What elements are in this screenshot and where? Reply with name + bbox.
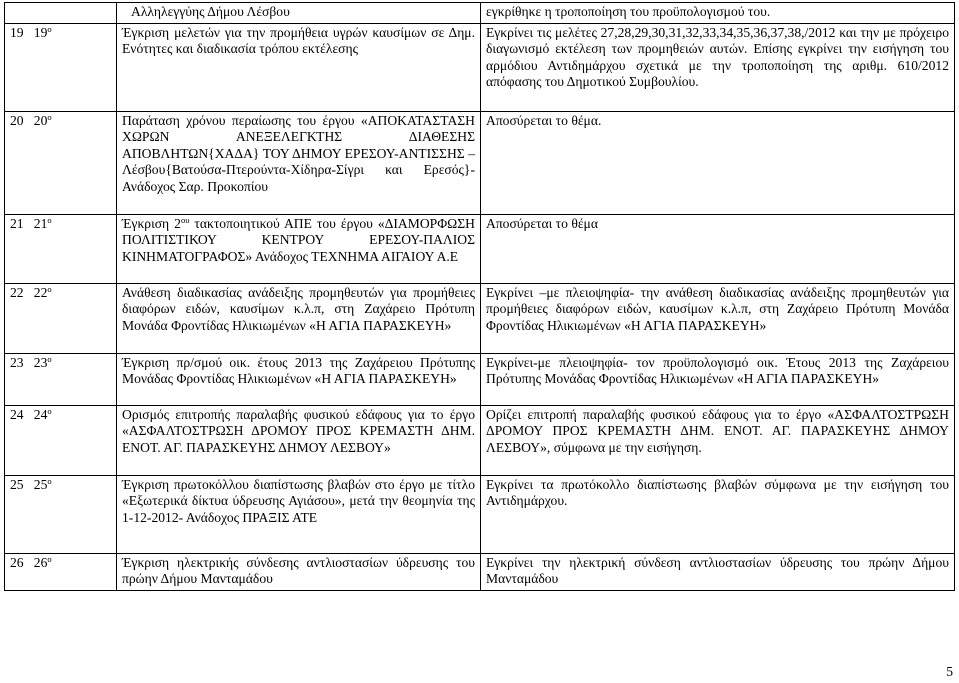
ordinal-suffix: ο <box>47 111 52 122</box>
ordinal-suffix: ο <box>47 353 52 364</box>
table-row <box>5 214 955 283</box>
item-subject-cell: Έγκριση πρ/σμού οικ. έτους 2013 της Ζαχάρειου Πρότυπης Μονάδας Φροντίδας Ηλικιωμένων «Η ΑΓΙΑ ΠΑΡΑΣΚΕΥΗ» <box>117 353 481 405</box>
ordinal-suffix: ο <box>47 214 52 225</box>
table-row-continuation <box>5 3 955 24</box>
table-row <box>5 353 955 405</box>
item-subject-cell: Ορισμός επιτροπής παραλαβής φυσικού εδάφους για το έργο «ΑΣΦΑΛΤΟΣΤΡΩΣΗ ΔΡΟΜΟΥ ΠΡΟΣ ΚΡΕΜΑΣΤΗ ΔΗΜ. ΕΝΟΤ. ΑΓ. ΠΑΡΑΣΚΕΥΗΣ ΔΗΜΟΥ ΛΕΣΒΟΥ» <box>117 405 481 475</box>
item-number-cell <box>5 23 117 111</box>
item-number-cell <box>5 3 117 24</box>
item-subject-rest: τακτοποιητικού ΑΠΕ του έργου «ΔΙΑΜΟΡΦΩΣΗ ΠΟΛΙΤΙΣΤΙΚΟΥ ΚΕΝΤΡΟΥ ΕΡΕΣΟΥ-ΠΑΛΙΟΣ ΚΙΝΗΜΑΤΟΓΡΑΦΟΣ» Ανάδοχος ΤΕΧΝΗΜΑ ΑΙΓΑΙΟΥ Α.Ε <box>122 215 475 264</box>
item-subject-cell: Αλληλεγγύης Δήμου Λέσβου <box>117 3 481 24</box>
item-decision-cell: εγκρίθηκε η τροποποίηση του προϋπολογισμού του. <box>481 3 955 24</box>
item-number-cell <box>5 553 117 590</box>
ordinal-suffix: ου <box>180 214 190 225</box>
item-decision-cell: Εγκρίνει –με πλειοψηφία- την ανάθεση διαδικασίας ανάδειξης προμηθευτών για προμήθειες διαφόρων ειδών, καυσίμων κ.λ.π, στη Ζαχάρειο Πρότυπη Μονάδα Φροντίδας Ηλικιωμένων «Η ΑΓΙΑ ΠΑΡΑΣΚΕΥΗ» <box>481 283 955 353</box>
item-number: 22 <box>10 284 24 300</box>
item-number-cell <box>5 475 117 553</box>
table-row <box>5 283 955 353</box>
table-row <box>5 553 955 590</box>
item-subject-cell: Ανάθεση διαδικασίας ανάδειξης προμηθευτών για προμήθειες διαφόρων ειδών, καυσίμων κ.λ.π, στη Ζαχάρειο Πρότυπη Μονάδα Φροντίδας Ηλικιωμένων «Η ΑΓΙΑ ΠΑΡΑΣΚΕΥΗ» <box>117 283 481 353</box>
item-decision-cell: Αποσύρεται το θέμα. <box>481 111 955 214</box>
table-row <box>5 111 955 214</box>
item-decision-cell: Ορίζει επιτροπή παραλαβής φυσικού εδάφους για το έργο «ΑΣΦΑΛΤΟΣΤΡΩΣΗ ΔΡΟΜΟΥ ΠΡΟΣ ΚΡΕΜΑΣΤΗ ΔΗΜ. ΕΝΟΤ. ΑΓ. ΠΑΡΑΣΚΕΥΗΣ ΔΗΜΟΥ ΛΕΣΒΟΥ», σύμφωνα με την εισήγηση. <box>481 405 955 475</box>
ordinal-suffix: ο <box>47 23 52 34</box>
ordinal-suffix: ο <box>47 475 52 486</box>
item-decision-cell: Εγκρίνει-με πλειοψηφία- τον προϋπολογισμό οικ. Έτους 2013 της Ζαχάρειου Πρότυπης Μονάδας Φροντίδας Ηλικιωμένων «Η ΑΓΙΑ ΠΑΡΑΣΚΕΥΗ» <box>481 353 955 405</box>
item-number-cell <box>5 283 117 353</box>
item-number: 19 <box>10 24 24 40</box>
item-subject-cell: Έγκριση πρωτοκόλλου διαπίστωσης βλαβών στο έργο με τίτλο «Εξωτερικά δίκτυα ύδρευσης Αγιάσου», μετά την θεομηνία της 1-12-2012- Ανάδοχος ΠΡΑΞΙΣ ΑΤΕ <box>117 475 481 553</box>
item-decision-cell: Εγκρίνει την ηλεκτρική σύνδεση αντλιοστασίων ύδρευσης του πρώην Δήμου Μανταμάδου <box>481 553 955 590</box>
item-number-cell <box>5 405 117 475</box>
item-ordinal: 24 <box>33 406 48 422</box>
item-number-cell <box>5 214 117 283</box>
item-subject-cell: Έγκριση ηλεκτρικής σύνδεσης αντλιοστασίων ύδρευσης του πρώην Δήμου Μανταμάδου <box>117 553 481 590</box>
table-row <box>5 405 955 475</box>
item-subject-cell: Έγκριση μελετών για την προμήθεια υγρών καυσίμων σε Δημ. Ενότητες και διαδικασία τρόπου εκτέλεσης <box>117 23 481 111</box>
item-decision-cell: Αποσύρεται το θέμα <box>481 214 955 283</box>
item-ordinal: 19 <box>33 24 48 40</box>
table-row <box>5 475 955 553</box>
item-number-cell <box>5 353 117 405</box>
ordinal-suffix: ο <box>47 553 52 564</box>
item-subject-start: Έγκριση 2 <box>122 215 181 231</box>
item-ordinal: 25 <box>33 476 48 492</box>
item-ordinal: 20 <box>33 112 48 128</box>
item-decision-cell: Εγκρίνει τις μελέτες 27,28,29,30,31,32,33,34,35,36,37,38,/2012 και την με πρόχειρο διαγωνισμό εκτέλεση των προμηθειών αυτών. Επίσης εγκρίνει την εισήγηση του αρμόδιου Αντιδημάρχου σχετικά με την τροποποίηση της αριθμ. 610/2012 απόφασης του Δημοτικού Συμβουλίου. <box>481 23 955 111</box>
item-number: 20 <box>10 112 24 128</box>
item-decision-cell: Εγκρίνει τα πρωτόκολλο διαπίστωσης βλαβών σύμφωνα με την εισήγηση του Αντιδημάρχου. <box>481 475 955 553</box>
item-ordinal: 23 <box>33 354 48 370</box>
item-ordinal: 22 <box>33 284 48 300</box>
item-ordinal: 26 <box>33 554 48 570</box>
item-number: 21 <box>10 215 24 231</box>
item-number: 23 <box>10 354 24 370</box>
item-number: 24 <box>10 406 24 422</box>
ordinal-suffix: ο <box>47 283 52 294</box>
table-row <box>5 23 955 111</box>
page-number: 5 <box>946 664 953 679</box>
item-number: 25 <box>10 476 24 492</box>
item-number: 26 <box>10 554 24 570</box>
ordinal-suffix: ο <box>47 405 52 416</box>
item-subject-cell: Παράταση χρόνου περαίωσης του έργου «ΑΠΟΚΑΤΑΣΤΑΣΗ ΧΩΡΩΝ ΑΝΕΞΕΛΕΓΚΤΗΣ ΔΙΑΘΕΣΗΣ ΑΠΟΒΛΗΤΩΝ{ΧΑΔΑ} ΤΟΥ ΔΗΜΟΥ ΕΡΕΣΟΥ-ΑΝΤΙΣΣΗΣ –Λέσβου{Βατούσα-Πτερούντα-Χίδηρα-Σίγρι και Ερεσός}-Ανάδοχος Σαρ. Προκοπίου <box>117 111 481 214</box>
agenda-table <box>4 2 955 591</box>
item-subject-cell <box>117 214 481 283</box>
item-number-cell <box>5 111 117 214</box>
item-ordinal: 21 <box>33 215 48 231</box>
